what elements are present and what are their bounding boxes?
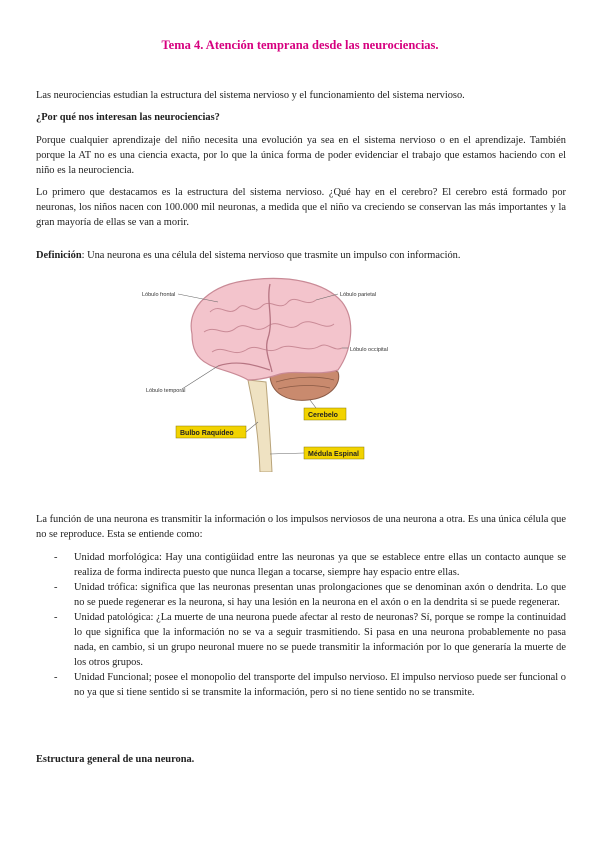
page-title: Tema 4. Atención temprana desde las neurociencias. — [161, 38, 439, 52]
label-medula: Médula Espinal — [308, 451, 359, 458]
definition-label: Definición — [36, 250, 82, 261]
label-occipital: Lóbulo occipital — [350, 347, 388, 353]
structure-heading: Estructura general de una neurona. — [36, 754, 195, 765]
label-parietal: Lóbulo parietal — [340, 292, 377, 298]
definition-paragraph — [36, 248, 566, 263]
list-item: - Unidad Funcional; posee el monopolio del transporte del impulso nervioso. El impulso nervioso puede ser funcional o no ya que si tiene sentido si se transmite la información, pero si no tiene sentido no se transmite. — [54, 672, 566, 698]
list-item: - Unidad trófica: significa que las neuronas presentan unas prolongaciones que se denominan axón o dendrita. Lo que no se puede regenerar es la neurona, si hay una lesión en la neurona en el axón o en la dendrita si se puede regenerar. — [54, 582, 566, 608]
definition-text: : Una neurona es una célula del sistema nervioso que trasmite un impulso con información. — [81, 250, 461, 261]
label-cerebelo: Cerebelo — [308, 412, 338, 419]
label-bulbo: Bulbo Raquídeo — [180, 430, 234, 437]
list-item: - Unidad morfológica: Hay una contigüidad entre las neuronas ya que se establece entre ellas un contacto aunque se realiza de forma indirecta puesto que nunca llegan a tocarse, siempre hay espacio entre ellas. — [54, 552, 566, 578]
brain-diagram — [120, 272, 480, 472]
paragraph-3: La función de una neurona es transmitir la información o los impulsos nerviosos de una neurona a otra. Es una única célula que no se reproduce. Esta se entiende como: — [36, 514, 566, 540]
paragraph-2: Lo primero que destacamos es la estructura del sistema nervioso. ¿Qué hay en el cerebro? El cerebro está formado por neuronas, los niños nacen con 100.000 mil neuronas, a medida que el niño va creciendo se conservan las más importantes y la gran mayoría de ellas se van a morir. — [36, 187, 566, 228]
paragraph-1: Porque cualquier aprendizaje del niño necesita una evolución ya sea en el sistema nervioso o en el aprendizaje. También porque la AT no es una ciencia exacta, por lo que la única forma de poder evidenciar el trabajo que estamos haciendo con el niño es la neurociencia. — [36, 135, 566, 176]
list-item: - Unidad patológica: ¿La muerte de una neurona puede afectar al resto de neuronas? Sí, porque se rompe la continuidad lo que significa que la información no se va a seguir trasmitiendo. Si pasa en una neurona probablemente no pasa nada, en cambio, si un grupo neuronal muere no se puede transmitir la información por lo que generaría la muerte de los otros grupos. — [54, 612, 566, 668]
spinal-cord-shape — [248, 380, 272, 472]
intro-paragraph: Las neurociencias estudian la estructura del sistema nervioso y el funcionamiento del sistema nervioso. — [36, 90, 465, 101]
question-heading: ¿Por qué nos interesan las neurociencias? — [36, 112, 220, 123]
unit-list — [36, 550, 566, 700]
label-frontal: Lóbulo frontal — [142, 292, 176, 298]
label-temporal: Lóbulo temporal — [146, 388, 186, 394]
